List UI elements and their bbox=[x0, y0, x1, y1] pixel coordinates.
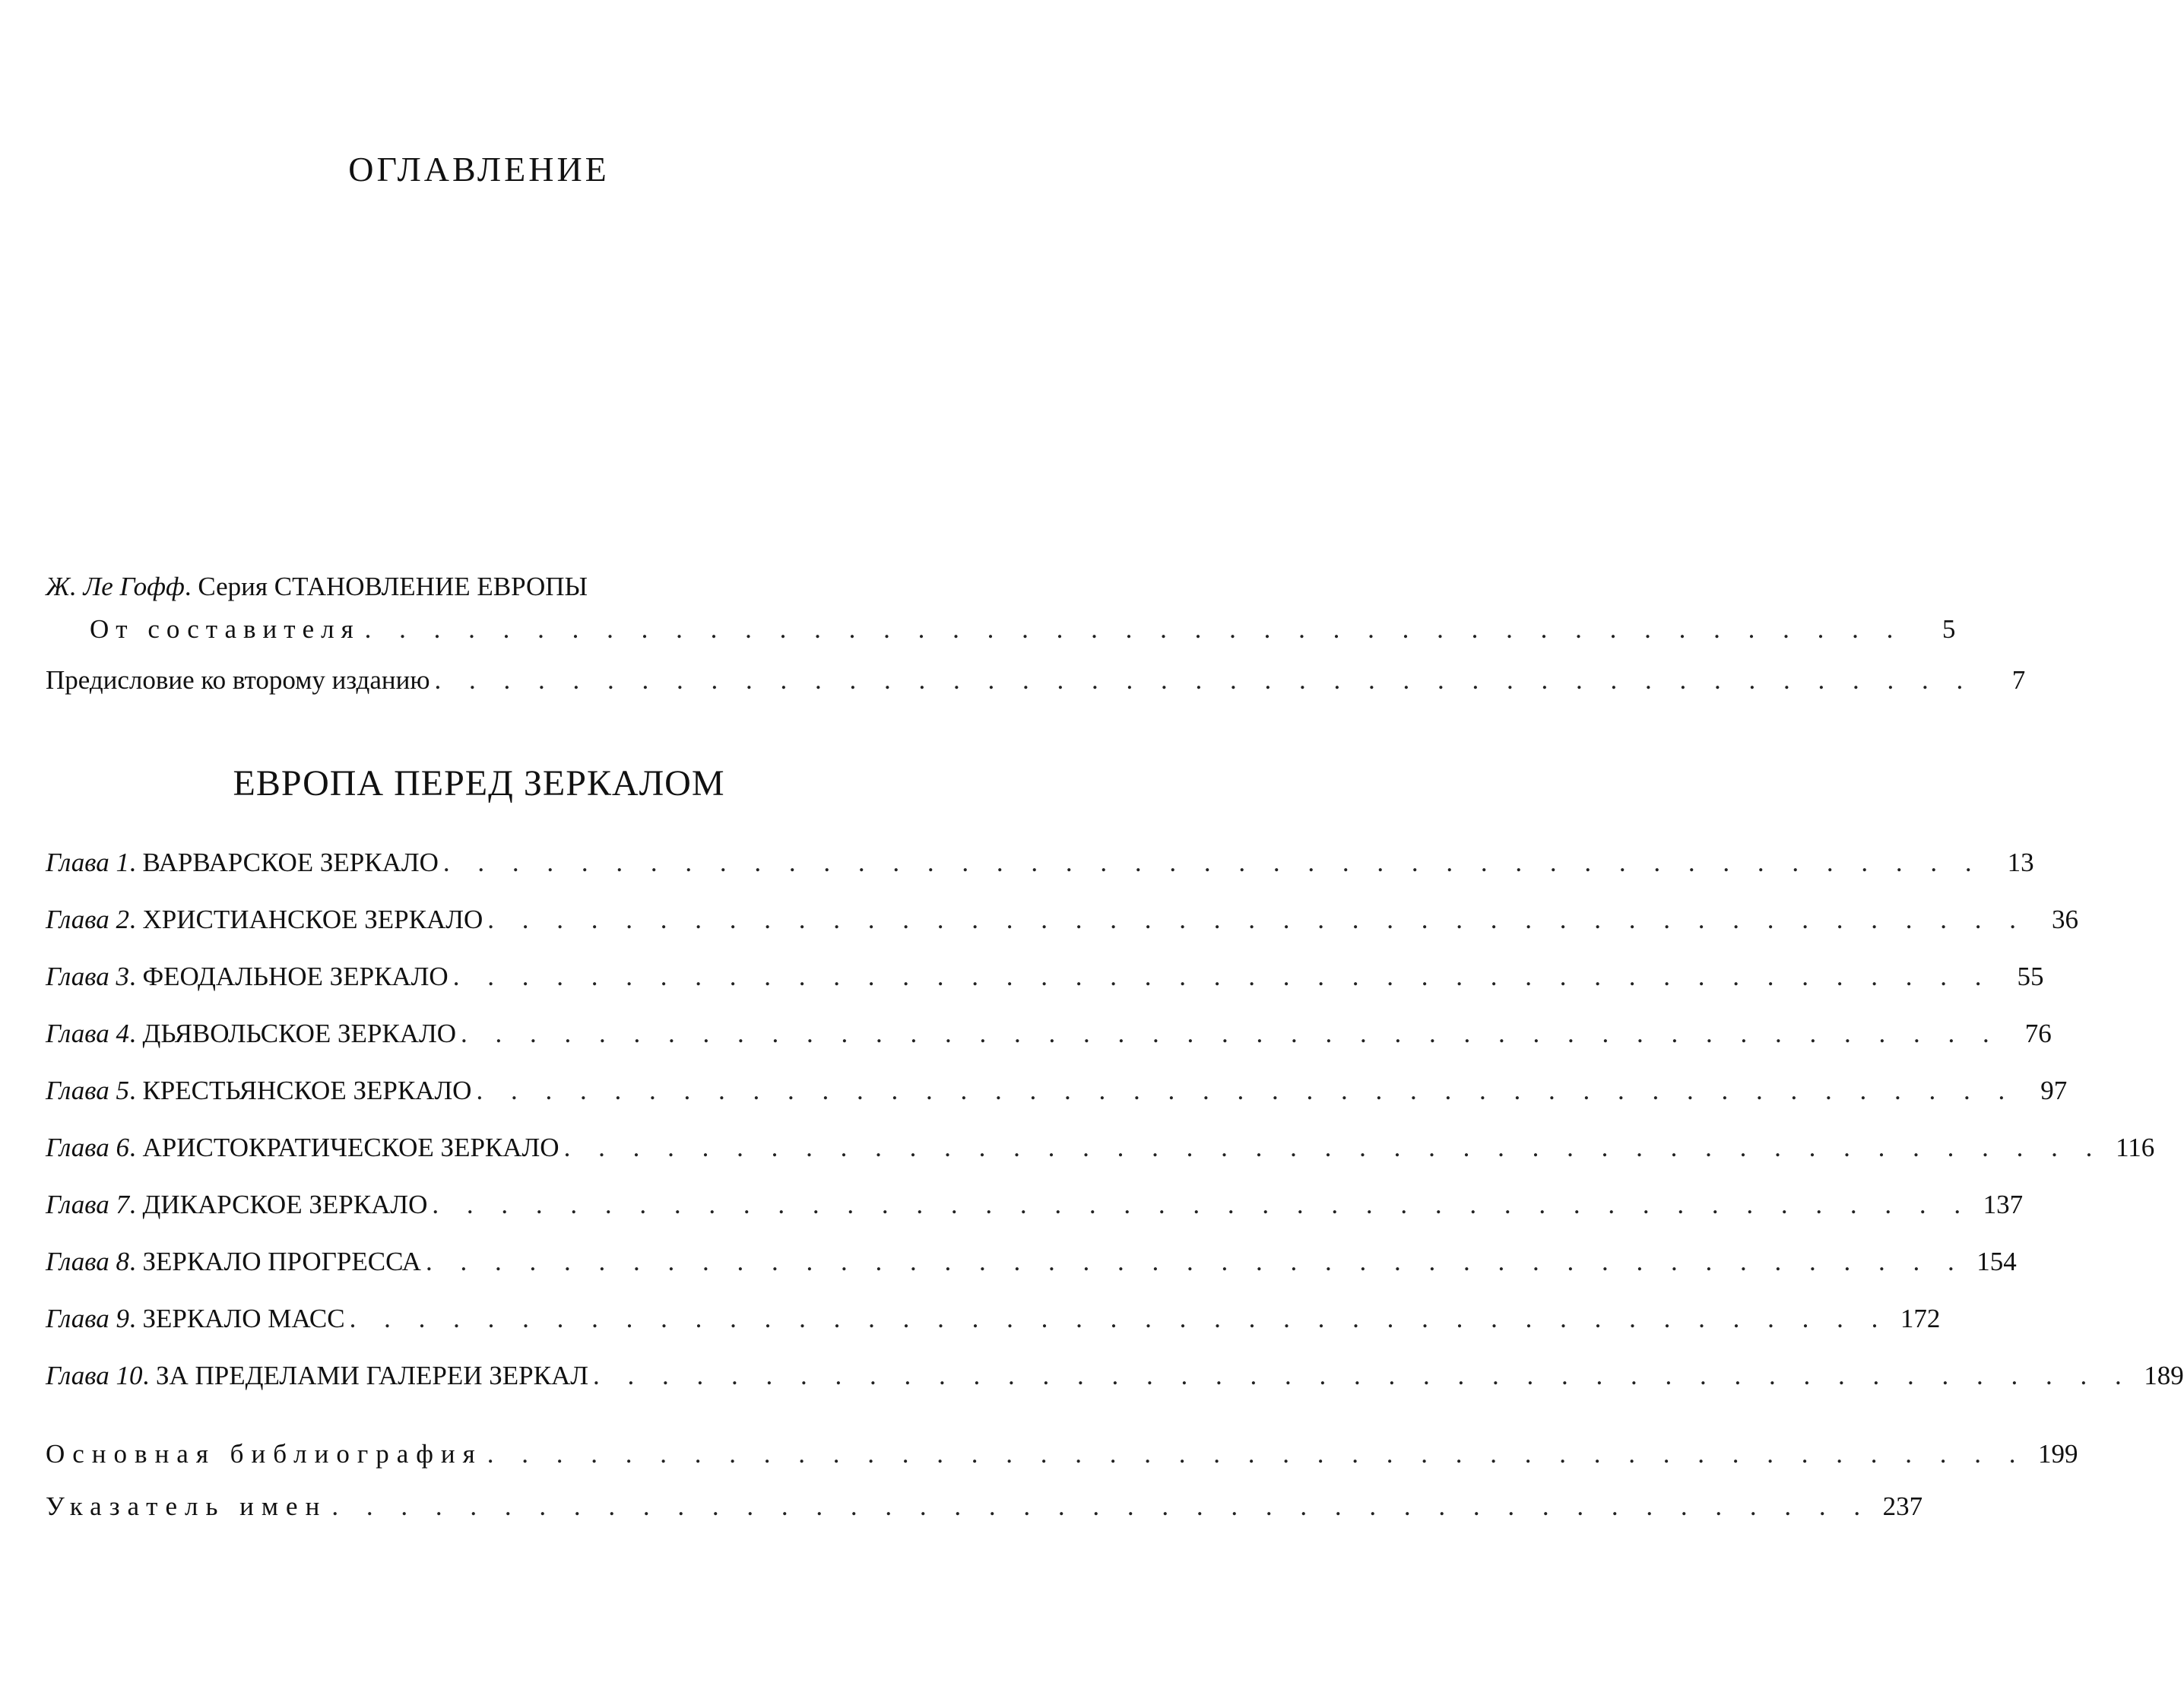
toc-entry-label: Глава 10. ЗА ПРЕДЕЛАМИ ГАЛЕРЕИ ЗЕРКАЛ bbox=[46, 1361, 589, 1390]
toc-entry-page: 7 bbox=[2011, 665, 2026, 695]
chapter-title: ЗЕРКАЛО ПРОГРЕССА bbox=[142, 1247, 421, 1276]
toc-entry-chapter-3[interactable] bbox=[46, 962, 2044, 992]
toc-entry-chapter-2[interactable] bbox=[46, 905, 2079, 935]
dot-leader: . . . . . . . . . . . . . . . . . . . . . . . . . . . . . . . . . . . . . . . . . . . . . bbox=[452, 962, 1992, 991]
page-title: ОГЛАВЛЕНИЕ bbox=[348, 150, 610, 189]
toc-entry-page: 36 bbox=[2052, 905, 2079, 934]
chapter-prefix: Глава 9 bbox=[46, 1304, 129, 1333]
toc-entry-label: Глава 4. ДЬЯВОЛЬСКОЕ ЗЕРКАЛО bbox=[46, 1019, 456, 1048]
toc-entry-label: Основная библиография bbox=[46, 1439, 483, 1469]
dot-leader: . . . . . . . . . . . . . . . . . . . . . . . . . . . . . . . . . . . . . . . . . . . . . bbox=[432, 1190, 1972, 1219]
dot-leader: . . . . . . . . . . . . . . . . . . . . . . . . . . . . . . . . . . . . . . . . . . . . . bbox=[593, 1361, 2132, 1390]
chapter-title: АРИСТОКРАТИЧЕСКОЕ ЗЕРКАЛО bbox=[142, 1133, 559, 1162]
toc-entry-chapter-10[interactable] bbox=[46, 1361, 2184, 1391]
chapter-prefix: Глава 6 bbox=[46, 1133, 129, 1162]
toc-entry-page: 55 bbox=[2017, 962, 2044, 991]
dot-leader: . . . . . . . . . . . . . . . . . . . . . . . . . . . . . . . . . . . . . . . . . . . . . bbox=[487, 905, 2027, 934]
dot-leader: . . . . . . . . . . . . . . . . . . . . . . . . . . . . . . . . . . . . . . . . . . . . . bbox=[364, 614, 1904, 644]
dot-leader: . . . . . . . . . . . . . . . . . . . . . . . . . . . . . . . . . . . . . . . . . . . . . bbox=[476, 1076, 2016, 1105]
toc-entry-label: Глава 9. ЗЕРКАЛО МАСС bbox=[46, 1304, 345, 1333]
toc-entry-page: 97 bbox=[2040, 1076, 2068, 1105]
toc-entry-page: 172 bbox=[1900, 1304, 1941, 1333]
chapter-title: ДИКАРСКОЕ ЗЕРКАЛО bbox=[142, 1190, 428, 1219]
toc-entry-chapter-6[interactable] bbox=[46, 1133, 2155, 1163]
toc-entry-chapter-5[interactable] bbox=[46, 1076, 2068, 1106]
chapter-prefix: Глава 1 bbox=[46, 848, 129, 877]
chapter-prefix: Глава 2 bbox=[46, 905, 129, 934]
toc-entry-page: 76 bbox=[2024, 1019, 2052, 1048]
dot-leader: . . . . . . . . . . . . . . . . . . . . . . . . . . . . . . . . . . . . . . . . . . . . . bbox=[425, 1247, 1965, 1276]
chapter-prefix: Глава 10 bbox=[46, 1361, 143, 1390]
toc-entry-chapter-4[interactable] bbox=[46, 1019, 2052, 1049]
toc-entry-bibliography[interactable] bbox=[46, 1439, 2078, 1469]
toc-entry-compiler[interactable] bbox=[90, 614, 1956, 645]
dot-leader: . . . . . . . . . . . . . . . . . . . . . . . . . . . . . . . . . . . . . . . . . . . . . bbox=[461, 1019, 2000, 1048]
toc-entry-label: Глава 7. ДИКАРСКОЕ ЗЕРКАЛО bbox=[46, 1190, 428, 1219]
toc-entry-page: 154 bbox=[1976, 1247, 2017, 1276]
toc-entry-page: 189 bbox=[2144, 1361, 2184, 1390]
toc-entry-chapter-7[interactable] bbox=[46, 1190, 2024, 1220]
toc-entry-label: Глава 5. КРЕСТЬЯНСКОЕ ЗЕРКАЛО bbox=[46, 1076, 472, 1105]
toc-entry-label: Предисловие ко второму изданию bbox=[46, 665, 430, 695]
section-title: ЕВРОПА ПЕРЕД ЗЕРКАЛОМ bbox=[233, 763, 725, 803]
chapter-prefix: Глава 5 bbox=[46, 1076, 129, 1105]
series-line bbox=[46, 572, 588, 602]
series-separator: . bbox=[184, 572, 192, 601]
toc-entry-page: 13 bbox=[2007, 848, 2034, 877]
chapter-title: ХРИСТИАНСКОЕ ЗЕРКАЛО bbox=[142, 905, 483, 934]
chapter-prefix: Глава 4 bbox=[46, 1019, 129, 1048]
chapter-title: ЗА ПРЕДЕЛАМИ ГАЛЕРЕИ ЗЕРКАЛ bbox=[155, 1361, 589, 1390]
toc-entry-label: Глава 6. АРИСТОКРАТИЧЕСКОЕ ЗЕРКАЛО bbox=[46, 1133, 559, 1162]
toc-entry-page: 199 bbox=[2038, 1439, 2078, 1469]
toc-entry-page: 116 bbox=[2116, 1133, 2155, 1162]
toc-entry-preface[interactable] bbox=[46, 665, 2026, 696]
toc-entry-page: 237 bbox=[1882, 1491, 1923, 1521]
toc-entry-label: Глава 8. ЗЕРКАЛО ПРОГРЕССА bbox=[46, 1247, 421, 1276]
dot-leader: . . . . . . . . . . . . . . . . . . . . . . . . . . . . . . . . . . . . . . . . . . . . . bbox=[487, 1439, 2027, 1469]
chapter-title: КРЕСТЬЯНСКОЕ ЗЕРКАЛО bbox=[142, 1076, 472, 1105]
toc-entry-chapter-9[interactable] bbox=[46, 1304, 1941, 1334]
chapter-prefix: Глава 7 bbox=[46, 1190, 129, 1219]
toc-entry-label: От составителя bbox=[90, 614, 360, 644]
dot-leader: . . . . . . . . . . . . . . . . . . . . . . . . . . . . . . . . . . . . . . . . . . . . . bbox=[349, 1304, 1889, 1333]
toc-entry-chapter-1[interactable] bbox=[46, 848, 2034, 878]
dot-leader: . . . . . . . . . . . . . . . . . . . . . . . . . . . . . . . . . . . . . . . . . . . . . bbox=[331, 1491, 1872, 1521]
toc-entry-chapter-8[interactable] bbox=[46, 1247, 2017, 1277]
dot-leader: . . . . . . . . . . . . . . . . . . . . . . . . . . . . . . . . . . . . . . . . . . . . . bbox=[442, 848, 1983, 877]
toc-entry-label: Указатель имен bbox=[46, 1491, 328, 1521]
toc-entry-page: 137 bbox=[1983, 1190, 2024, 1219]
toc-entry-page: 5 bbox=[1942, 614, 1956, 644]
chapter-title: ВАРВАРСКОЕ ЗЕРКАЛО bbox=[142, 848, 439, 877]
toc-entry-label: Глава 3. ФЕОДАЛЬНОЕ ЗЕРКАЛО bbox=[46, 962, 449, 991]
dot-leader: . . . . . . . . . . . . . . . . . . . . . . . . . . . . . . . . . . . . . . . . . . . . . bbox=[563, 1133, 2103, 1162]
series-author: Ж. Ле Гофф bbox=[46, 572, 185, 601]
chapter-title: ФЕОДАЛЬНОЕ ЗЕРКАЛО bbox=[142, 962, 449, 991]
toc-entry-label: Глава 1. ВАРВАРСКОЕ ЗЕРКАЛО bbox=[46, 848, 439, 877]
chapter-prefix: Глава 3 bbox=[46, 962, 129, 991]
chapter-title: ЗЕРКАЛО МАСС bbox=[142, 1304, 345, 1333]
series-text: Серия СТАНОВЛЕНИЕ ЕВРОПЫ bbox=[191, 572, 588, 601]
chapter-prefix: Глава 8 bbox=[46, 1247, 129, 1276]
toc-entry-name-index[interactable] bbox=[46, 1491, 1923, 1522]
chapter-title: ДЬЯВОЛЬСКОЕ ЗЕРКАЛО bbox=[142, 1019, 456, 1048]
toc-entry-label: Глава 2. ХРИСТИАНСКОЕ ЗЕРКАЛО bbox=[46, 905, 483, 934]
dot-leader: . . . . . . . . . . . . . . . . . . . . . . . . . . . . . . . . . . . . . . . . . . . . . bbox=[434, 665, 1974, 695]
